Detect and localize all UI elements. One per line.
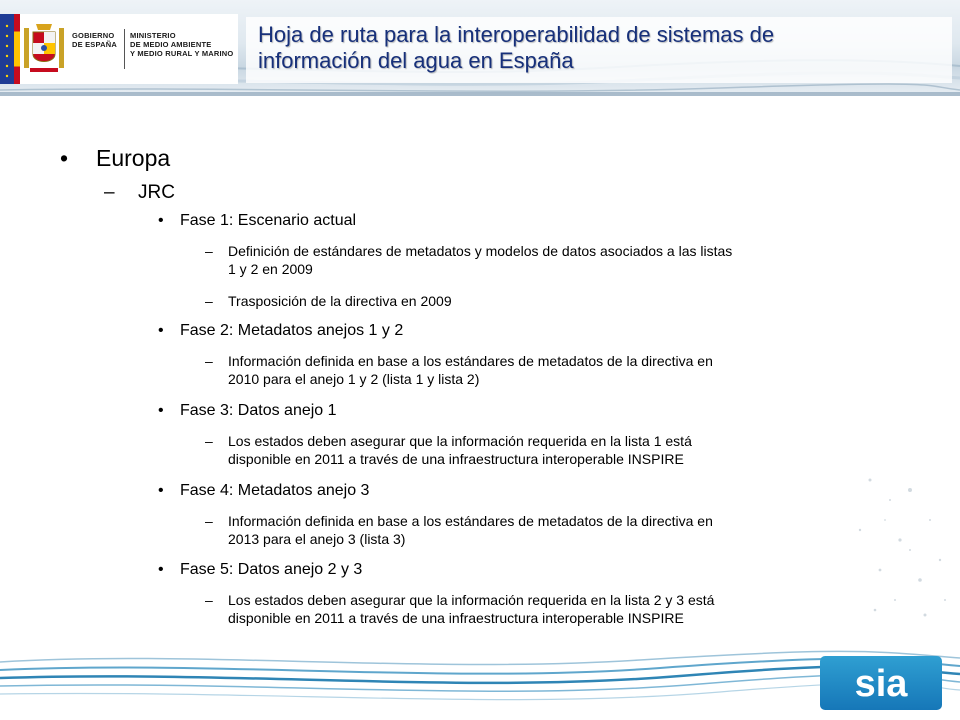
spain-flag-icon <box>14 14 20 84</box>
phase-3-item-1-line-2: disponible en 2011 a través de una infraestructura interoperable INSPIRE <box>228 451 684 467</box>
dash-marker: – <box>205 353 213 369</box>
phase-1-item-2 <box>228 292 452 310</box>
slide-title-line-1: Hoja de ruta para la interoperabilidad de sistemas de <box>258 22 775 47</box>
header-band <box>0 0 960 96</box>
bullet-marker: • <box>158 212 164 229</box>
phase-1-item-1-line-1: Definición de estándares de metadatos y modelos de datos asociados a las listas <box>228 243 733 259</box>
phase-4-title: Fase 4: Metadatos anejo 3 <box>180 482 370 499</box>
phase-2-item-1-line-2: 2010 para el anejo 1 y 2 (lista 1 y lista 2) <box>228 371 480 387</box>
dash-marker: – <box>104 182 115 203</box>
bullet-marker: • <box>158 402 164 419</box>
phase-4-item-1 <box>228 512 713 548</box>
phase-1-item-2-line-1: Trasposición de la directiva en 2009 <box>228 293 452 309</box>
ministry-line-3: Y MEDIO RURAL Y MARINO <box>130 49 234 58</box>
ministry-name <box>130 31 233 58</box>
phase-5-item-1-line-2: disponible en 2011 a través de una infraestructura interoperable INSPIRE <box>228 610 684 626</box>
dash-marker: – <box>205 243 213 259</box>
water-splash-decoration <box>800 460 960 640</box>
government-name <box>72 31 117 49</box>
phase-1-item-1-line-2: 1 y 2 en 2009 <box>228 261 313 277</box>
phase-2-title: Fase 2: Metadatos anejos 1 y 2 <box>180 322 404 339</box>
logo-divider <box>124 29 125 69</box>
coat-of-arms-icon <box>22 18 66 80</box>
slide-title <box>258 22 948 74</box>
sia-logo-text: sia <box>854 663 908 705</box>
phase-5-item-1-line-1: Los estados deben asegurar que la información requerida en la lista 2 y 3 está <box>228 592 715 608</box>
sia-logo <box>820 656 942 710</box>
phase-3-title: Fase 3: Datos anejo 1 <box>180 402 337 419</box>
phase-5-title: Fase 5: Datos anejo 2 y 3 <box>180 561 363 578</box>
dash-marker: – <box>205 513 213 529</box>
phase-4-item-1-line-1: Información definida en base a los estándares de metadatos de la directiva en <box>228 513 713 529</box>
eu-flag-icon <box>0 14 14 84</box>
bullet-marker: • <box>158 561 164 578</box>
bullet-marker: • <box>60 145 69 171</box>
phase-2-item-1 <box>228 352 713 388</box>
phase-1-item-1 <box>228 242 732 278</box>
government-logo-block <box>0 14 238 84</box>
bullet-marker: • <box>158 322 164 339</box>
dash-marker: – <box>205 592 213 608</box>
government-line-1: GOBIERNO <box>72 31 115 40</box>
heading-europa: Europa <box>96 145 171 171</box>
government-line-2: DE ESPAÑA <box>72 40 118 49</box>
dash-marker: – <box>205 433 213 449</box>
phase-1-title: Fase 1: Escenario actual <box>180 212 357 229</box>
phase-4-item-1-line-2: 2013 para el anejo 3 (lista 3) <box>228 531 406 547</box>
ministry-line-2: DE MEDIO AMBIENTE <box>130 40 212 49</box>
ministry-line-1: MINISTERIO <box>130 31 176 40</box>
dash-marker: – <box>205 293 213 309</box>
slide-title-line-2: información del agua en España <box>258 48 574 73</box>
phase-5-item-1 <box>228 591 714 627</box>
bullet-marker: • <box>158 482 164 499</box>
subheading-jrc: JRC <box>138 182 175 203</box>
phase-3-item-1-line-1: Los estados deben asegurar que la información requerida en la lista 1 está <box>228 433 692 449</box>
footer-waves-decoration <box>0 640 960 720</box>
phase-3-item-1 <box>228 432 692 468</box>
phase-2-item-1-line-1: Información definida en base a los estándares de metadatos de la directiva en <box>228 353 713 369</box>
